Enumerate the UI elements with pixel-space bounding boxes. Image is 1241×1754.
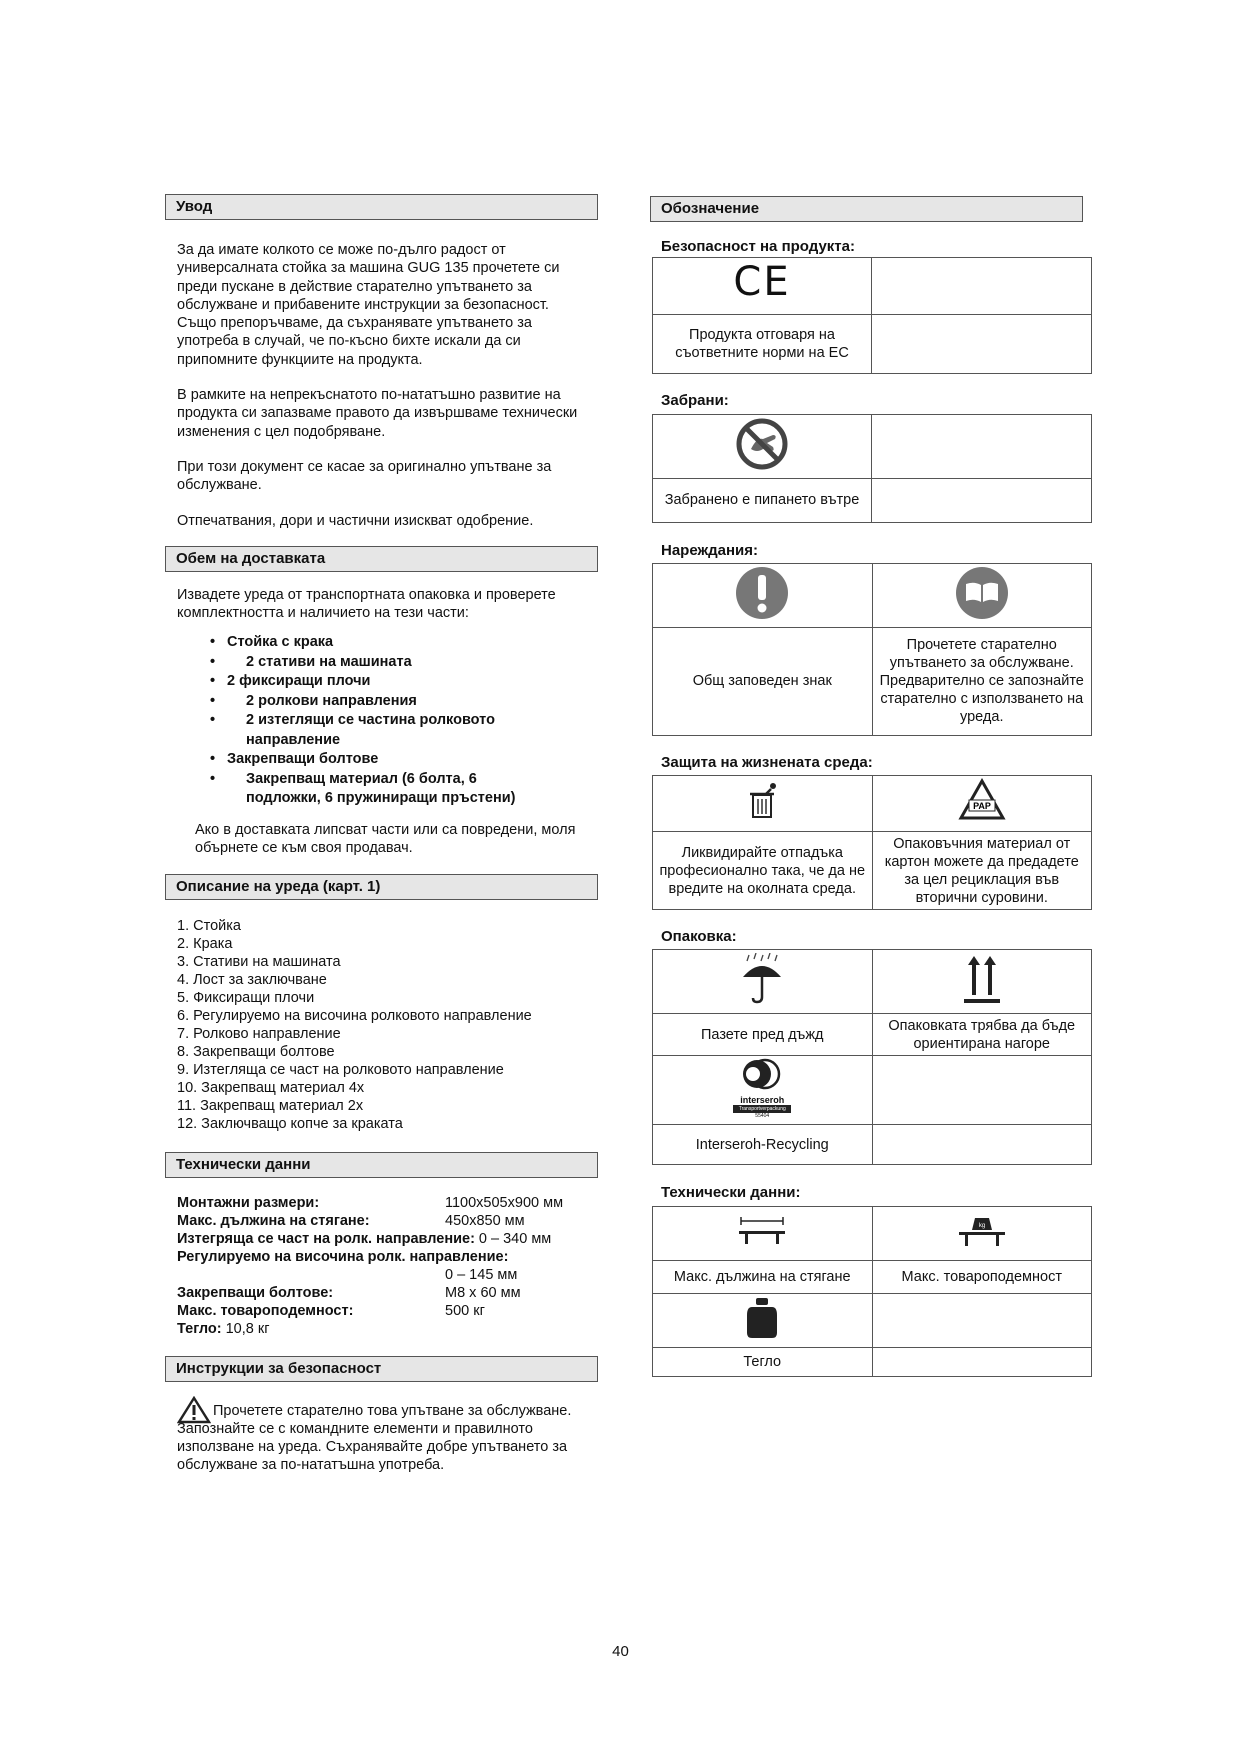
ce-text: Продукта отговаря на съответните норми на ЕС bbox=[653, 315, 872, 374]
ce-mark-icon: CE bbox=[733, 258, 791, 305]
description-item: 7. Ролково направление bbox=[177, 1025, 341, 1042]
intro-paragraph-4: Отпечатвания, дори и частични изискват одобрение. bbox=[177, 512, 534, 529]
product-safety-label: Безопасност на продукта: bbox=[661, 238, 855, 255]
delivery-item: • 2 фиксиращи плочи bbox=[227, 672, 586, 692]
weight-icon bbox=[745, 1296, 779, 1340]
orders-table bbox=[652, 563, 1092, 736]
warning-icon bbox=[177, 1396, 211, 1424]
clamp-length-text: Макс. дължина на стягане bbox=[653, 1260, 873, 1293]
no-touch-text: Забранено е пипането вътре bbox=[653, 478, 872, 522]
height-label: Регулируемо на височина ролк. направление: bbox=[177, 1248, 509, 1265]
clamp-label: Макс. дължина на стягане: bbox=[177, 1212, 370, 1229]
safety-header: Инструкции за безопасност bbox=[165, 1356, 598, 1382]
description-item: 8. Закрепващи болтове bbox=[177, 1043, 335, 1060]
upright-text: Опаковката трябва да бъде ориентирана нагоре bbox=[872, 1014, 1092, 1056]
read-manual-text: Прочетете старателно упътването за обслужване. Предварително се запознайте старателно с използването на уреда. bbox=[872, 627, 1092, 735]
intro-paragraph-3: При този документ се касае за оригинално упътване за обслужване. bbox=[177, 458, 552, 494]
interseroh-logo-icon bbox=[733, 1058, 791, 1090]
load-capacity-text: Макс. товароподемност bbox=[872, 1260, 1092, 1293]
load-capacity-icon bbox=[957, 1214, 1007, 1248]
delivery-intro: Извадете уреда от транспортната опаковка и проверете комплектността и наличието на тези части: bbox=[177, 586, 556, 622]
ext-label: Изтегряща се част на ролк. направление: bbox=[177, 1230, 475, 1247]
delivery-item: • 2 ролкови направления bbox=[227, 692, 586, 712]
bolts-label: Закрепващи болтове: bbox=[177, 1284, 334, 1301]
tech-symbols-table bbox=[652, 1206, 1092, 1377]
right-column bbox=[650, 196, 1092, 1377]
intro-paragraph-1: За да имате колкото се може по-дълго радост от универсалната стойка за машина GUG 135 прочетете си преди пускане в действие старателно упътването за обслужване и прибавените инструкции за безопасност. Също препоръчваме, да съхранявате упътването за употреба в случай, че по-късно бихте искали да си припомните функциите на продукта. bbox=[177, 242, 560, 368]
weight-value: 10,8 кг bbox=[221, 1320, 270, 1337]
description-item: 10. Закрепващ материал 4x bbox=[177, 1079, 365, 1096]
environment-label: Защита на жизнената среда: bbox=[661, 753, 873, 771]
description-item: 9. Изтегляща се част на ролковото направление bbox=[177, 1061, 504, 1078]
delivery-item: • Закрепващ материал (6 болта, 6 подложки, 6 пружиниращи пръстени) bbox=[227, 770, 526, 809]
page-number: 40 bbox=[612, 1643, 629, 1660]
delivery-item: • 2 стативи на машината bbox=[227, 653, 586, 673]
pap-label: PAP bbox=[972, 801, 991, 812]
description-header: Описание на уреда (карт. 1) bbox=[165, 874, 598, 900]
description-item: 3. Стативи на машината bbox=[177, 953, 341, 970]
packing-label: Опаковка: bbox=[661, 928, 737, 946]
load-label: Макс. товароподемност: bbox=[177, 1302, 354, 1319]
delivery-header: Обем на доставката bbox=[165, 546, 598, 572]
description-list bbox=[165, 917, 598, 1133]
weight-label: Тегло: bbox=[177, 1320, 222, 1337]
interseroh-text: Interseroh-Recycling bbox=[653, 1125, 873, 1165]
weight-text: Тегло bbox=[653, 1347, 873, 1376]
interseroh-logo-name: interseroh bbox=[740, 1095, 785, 1106]
ext-value: 0 – 340 мм bbox=[474, 1230, 552, 1247]
recycle-pap-icon bbox=[957, 778, 1007, 824]
product-safety-table bbox=[652, 257, 1092, 374]
packaging-text: Опаковъчния материал от картон можете да предадете за цел рециклация във вторични суровини. bbox=[872, 832, 1092, 910]
load-value: 500 кг bbox=[445, 1302, 485, 1319]
packing-table bbox=[652, 949, 1092, 1165]
description-item: 1. Стойка bbox=[177, 917, 241, 934]
prohibitions-table bbox=[652, 414, 1092, 523]
description-item: 6. Регулируемо на височина ролковото направление bbox=[177, 1007, 532, 1024]
interseroh-logo-code: 55404 bbox=[755, 1113, 770, 1120]
delivery-item: • 2 изтеглящи се частина ролковото направление bbox=[227, 711, 526, 750]
tech-symbols-label: Технически данни: bbox=[661, 1184, 801, 1202]
left-column bbox=[165, 194, 598, 1475]
dispose-text: Ликвидирайте отпадъка професионално така, че да не вредите на околната среда. bbox=[653, 832, 873, 910]
delivery-item: • Закрепващи болтове bbox=[227, 750, 586, 770]
tech-data bbox=[165, 1194, 598, 1338]
intro-paragraph-2: В рамките на непрекъснатото по-нататъшно развитие на продукта си запазваме правото да извършваме технически изменения с цел подобряване. bbox=[177, 387, 578, 440]
mount-label: Монтажни размери: bbox=[177, 1194, 320, 1211]
mount-value: 1100x505x900 мм bbox=[445, 1194, 564, 1211]
delivery-note: Ако в доставката липсват части или са повредени, моля обърнете се към своя продавач. bbox=[195, 821, 576, 857]
clamp-value: 450x850 мм bbox=[445, 1212, 525, 1229]
interseroh-logo bbox=[733, 1058, 791, 1120]
this-way-up-icon bbox=[962, 952, 1002, 1006]
clamp-length-icon bbox=[737, 1217, 787, 1245]
description-item: 2. Крака bbox=[177, 935, 233, 952]
exclamation-icon bbox=[735, 566, 789, 620]
description-item: 5. Фиксиращи плочи bbox=[177, 989, 315, 1006]
height-value: 0 – 145 мм bbox=[445, 1266, 518, 1283]
no-touch-icon bbox=[735, 417, 789, 471]
description-item: 12. Заключващо копче за краката bbox=[177, 1115, 403, 1132]
description-item: 4. Лост за заключване bbox=[177, 971, 327, 988]
safety-paragraph: Прочетете старателно това упътване за обслужване. Запознайте се с командните елементи и правилното използване на уреда. Съхранявайте добре упътването за обслужване за по-нататъшна употреба. bbox=[177, 1402, 572, 1474]
interseroh-logo-sub: Transportverpackung bbox=[733, 1105, 791, 1113]
kg-label: kg bbox=[978, 1222, 985, 1229]
delivery-list bbox=[177, 633, 586, 809]
designation-header: Обозначение bbox=[650, 196, 1083, 222]
orders-label: Нареждания: bbox=[661, 541, 759, 559]
rain-text: Пазете пред дъжд bbox=[653, 1014, 873, 1056]
general-order-text: Общ заповеден знак bbox=[653, 627, 873, 735]
bolts-value: M8 x 60 мм bbox=[445, 1284, 521, 1301]
umbrella-icon bbox=[739, 953, 785, 1005]
bin-icon bbox=[744, 781, 780, 821]
prohibitions-label: Забрани: bbox=[661, 392, 729, 410]
read-manual-icon bbox=[955, 566, 1009, 620]
intro-header: Увод bbox=[165, 194, 598, 220]
environment-table bbox=[652, 775, 1092, 910]
tech-header: Технически данни bbox=[165, 1152, 598, 1178]
description-item: 11. Закрепващ материал 2x bbox=[177, 1097, 364, 1114]
delivery-item: • Стойка с крака bbox=[227, 633, 586, 653]
safety-body bbox=[165, 1396, 598, 1475]
